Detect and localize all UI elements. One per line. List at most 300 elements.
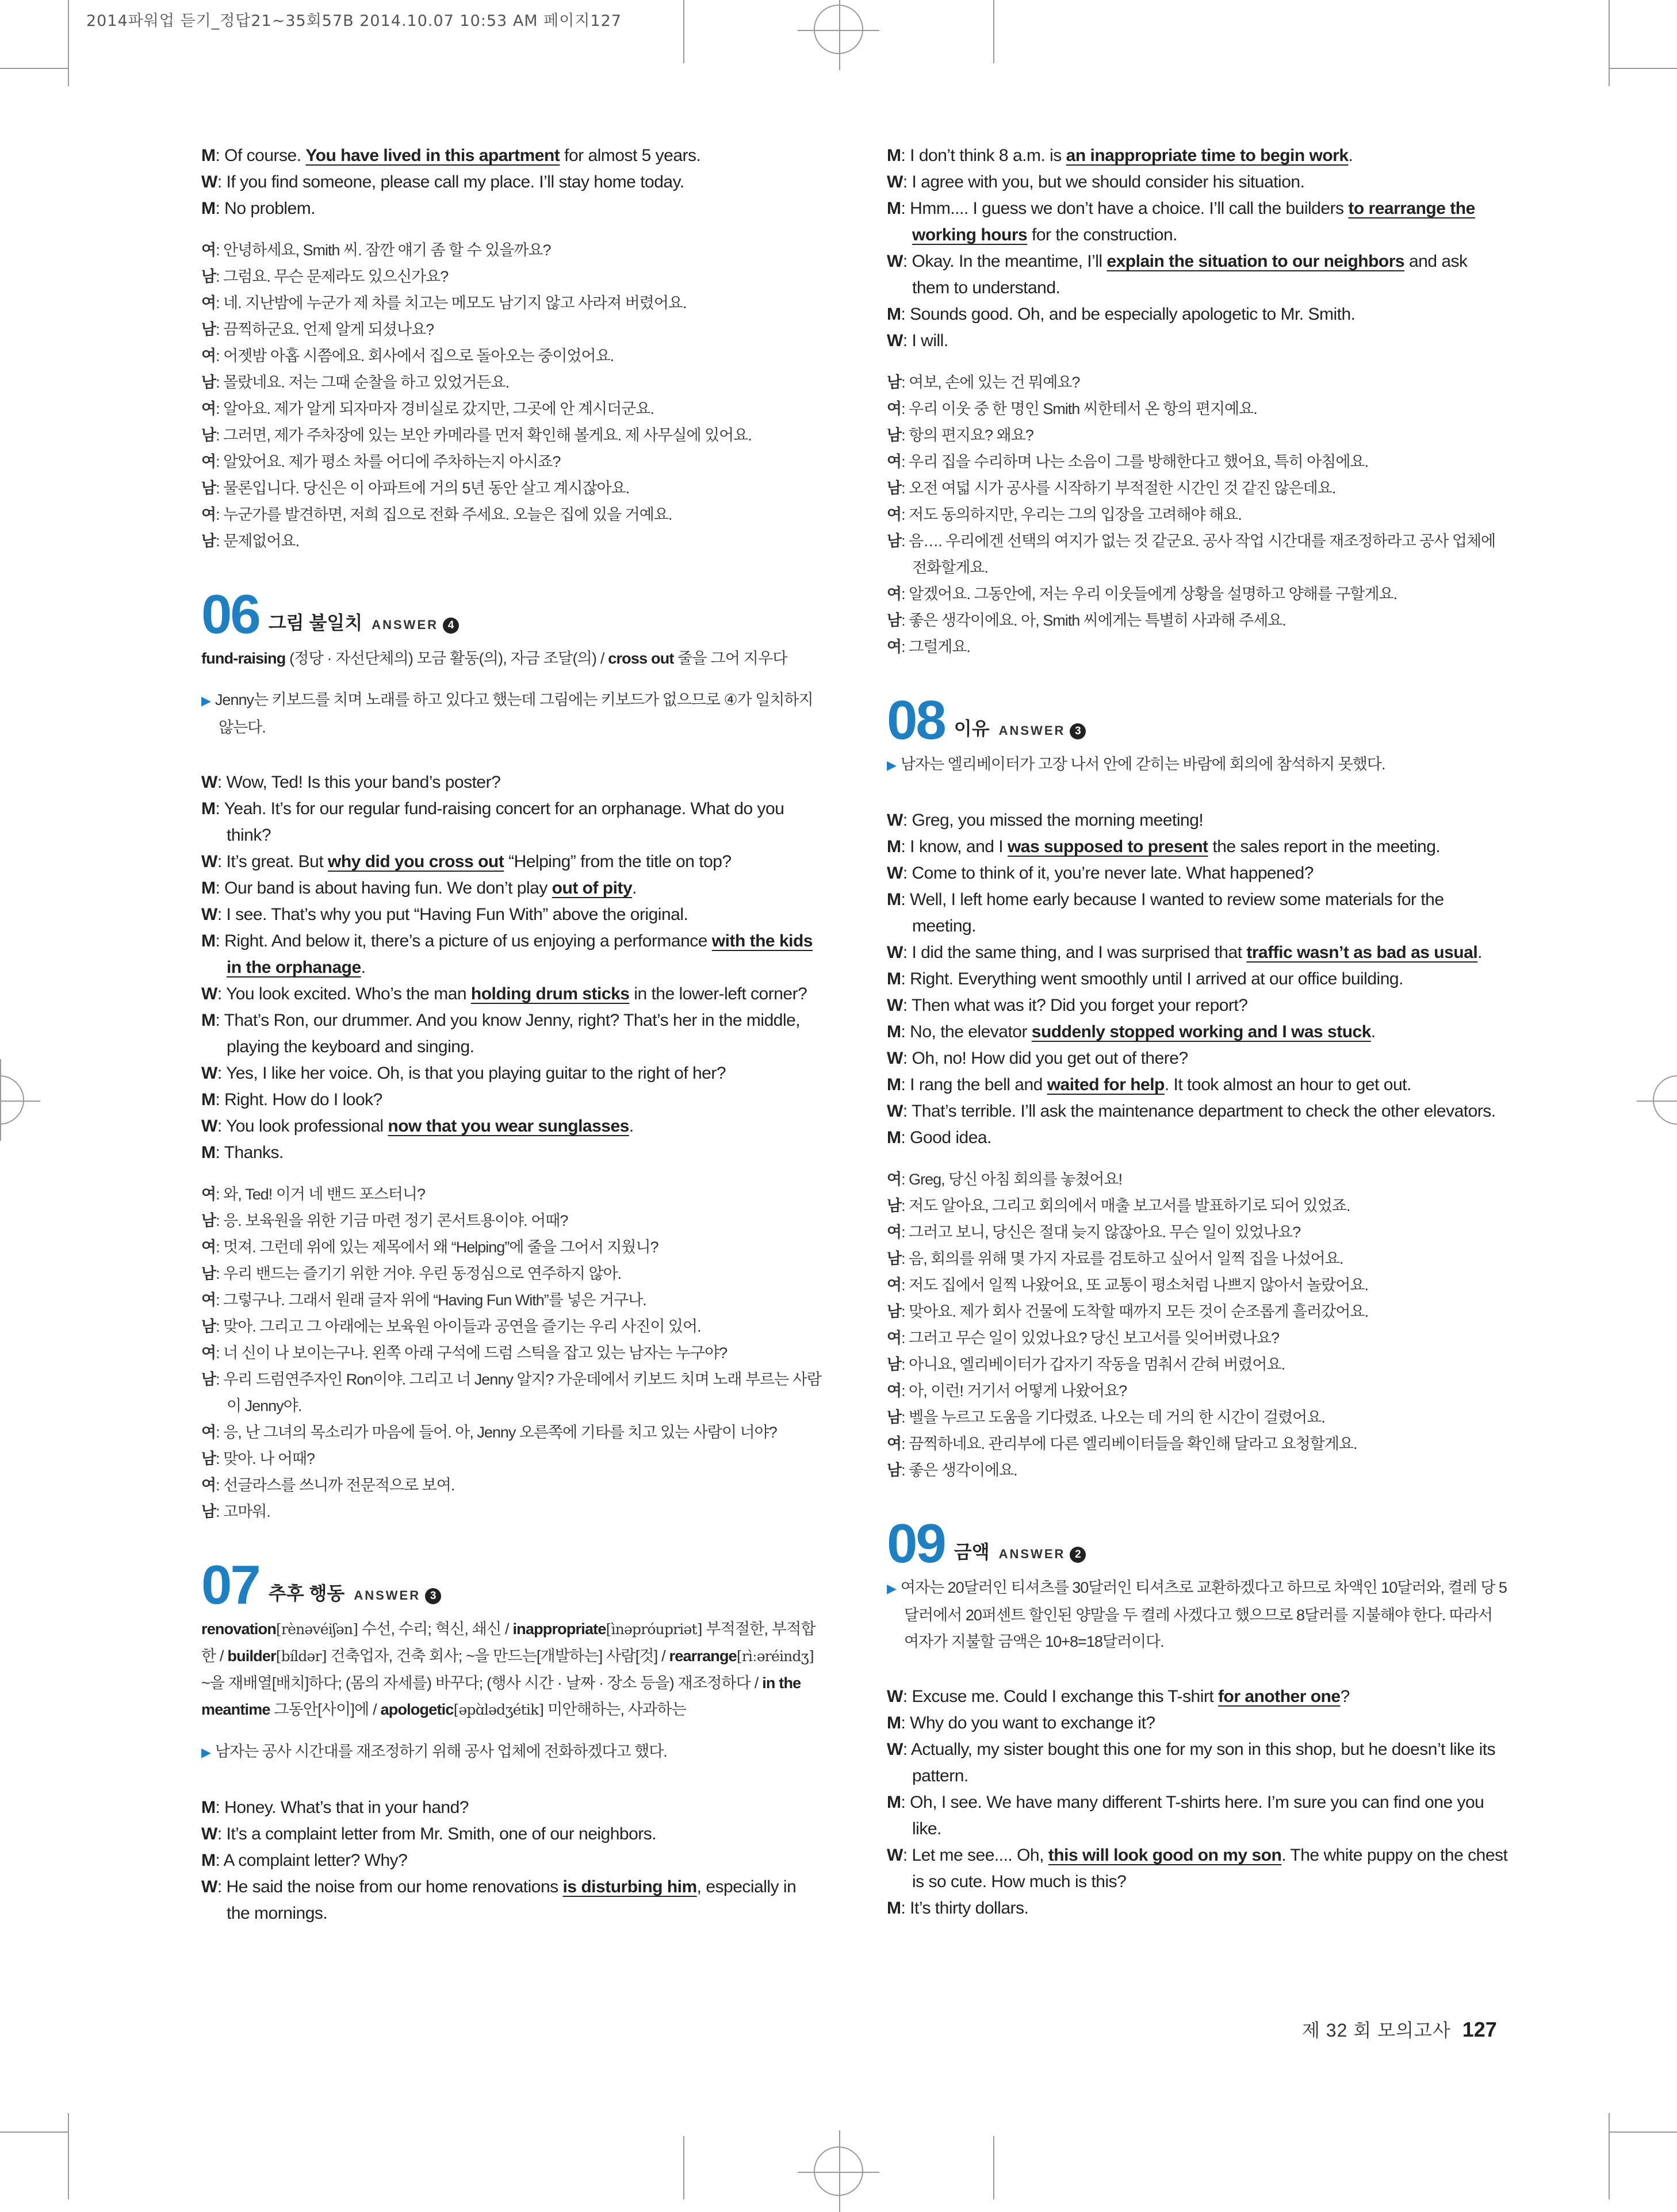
key-phrase: now that you wear sunglasses — [388, 1117, 629, 1136]
line-text: Right. And below it, there’s a picture of us enjoying a performance — [224, 931, 712, 950]
speaker-label: W — [201, 1824, 217, 1843]
speaker-label: M — [201, 799, 216, 818]
dialogue-line: M: Yeah. It’s for our regular fund-raising concert for an orphanage. What do you think? — [201, 799, 784, 845]
translation-text: 멋져. 그런데 위에 있는 제목에서 왜 “Helping”에 줄을 그어서 지웠니? — [223, 1239, 658, 1256]
key-phrase: traffic wasn’t as bad as usual — [1246, 943, 1478, 962]
translation-line: 여: 알았어요. 제가 평소 차를 어디에 주차하는지 아시죠? — [201, 453, 561, 470]
speaker-label: 여 — [201, 400, 216, 417]
vocab-definition: 미안해하는, 사과하는 — [543, 1701, 687, 1718]
crop-mark — [683, 2136, 684, 2199]
crop-mark — [0, 68, 68, 69]
speaker-label: 남 — [201, 1371, 216, 1388]
line-text: Yeah. It’s for our regular fund-raising concert for an orphanage. What do you think? — [224, 799, 784, 845]
dialogue-line: W: You look professional now that you wear sunglasses. — [201, 1117, 634, 1136]
speaker-label: 남 — [887, 374, 902, 391]
translation-text: 우리 밴드는 즐기기 위한 거야. 우린 동정심으로 연주하지 않아. — [223, 1265, 622, 1282]
line-text: the sales report in the meeting. — [1208, 837, 1441, 856]
translation-text: 물론입니다. 당신은 이 아파트에 거의 5년 동안 살고 계시잖아요. — [223, 480, 630, 497]
translation-line: 여: Greg, 당신 아침 회의를 놓쳤어요! — [887, 1171, 1123, 1188]
dialogue-line: M: That’s Ron, our drummer. And you know Jenny, right? That’s her in the middle, playing the keyboard and singing. — [201, 1011, 801, 1056]
right-column — [887, 143, 1508, 1922]
speaker-label: W — [201, 773, 217, 792]
translation-line: 남: 좋은 생각이에요. — [887, 1462, 1017, 1479]
speaker-label: 남 — [887, 1250, 902, 1267]
dialogue-line: W: It’s great. But why did you cross out “Helping” from the title on top? — [201, 852, 732, 871]
translation-line: 여: 저도 동의하지만, 우리는 그의 입장을 고려해야 해요. — [887, 506, 1242, 523]
speaker-label: 여 — [887, 453, 902, 470]
crop-mark — [993, 2136, 994, 2199]
translation-line: 남: 응. 보육원을 위한 기금 마련 정기 콘서트용이야. 어때? — [201, 1212, 568, 1229]
speaker-label: W — [887, 1740, 903, 1759]
speaker-label: 여 — [201, 1477, 216, 1494]
line-text: No problem. — [224, 199, 316, 218]
line-text: Come to think of it, you’re never late. What happened? — [912, 864, 1314, 883]
line-text: Then what was it? Did you forget your report? — [911, 996, 1248, 1015]
section-title: 금액 — [954, 1542, 990, 1562]
explanation-text: 여자는 20달러인 티셔츠를 30달러인 티셔츠로 교환하겠다고 하므로 차액인 10달러와, 켤레 당 5달러에서 20퍼센트 할인된 양말을 두 켤레 사겠다고 했으므로 8달러를 지불해야 한다. 따라서 여자가 지불할 금액은 10+8=18달러이다. — [900, 1579, 1507, 1650]
speaker-label: 여 — [201, 453, 216, 470]
dialogue-line: M: I don’t think 8 a.m. is an inappropriate time to begin work. — [887, 146, 1353, 165]
speaker-label: 여 — [887, 585, 902, 603]
speaker-label: M — [887, 890, 901, 909]
dialogue-line: W: Come to think of it, you’re never late. What happened? — [887, 864, 1314, 883]
key-phrase: explain the situation to our neighbors — [1106, 252, 1405, 271]
translation-text: 맞아. 그리고 그 아래에는 보육원 아이들과 공연을 즐기는 우리 사진이 있어. — [223, 1318, 701, 1335]
line-text: in the lower-left corner? — [629, 984, 807, 1003]
speaker-label: W — [887, 172, 903, 191]
translation-line: 남: 저도 알아요, 그리고 회의에서 매출 보고서를 발표하기로 되어 있었죠. — [887, 1197, 1350, 1214]
section-07-heading — [201, 1554, 822, 1616]
vocab-definition: ~을 재배열[배치]하다; (몸의 자세를) 바꾸다; (행사 시간 · 날짜 · 장소 등을) 재조정하다 / — [201, 1674, 763, 1692]
dialogue-line: W: I did the same thing, and I was surprised that traffic wasn’t as bad as usual. — [887, 943, 1482, 962]
speaker-label: W — [201, 984, 217, 1003]
translation-line: 여: 알아요. 제가 알게 되자마자 경비실로 갔지만, 그곳에 안 계시더군요. — [201, 400, 654, 417]
line-text: Excuse me. Could I exchange this T-shirt — [912, 1687, 1219, 1706]
dialogue-line: W: That’s terrible. I’ll ask the maintenance department to check the other elevators. — [887, 1102, 1496, 1121]
translation-text: 그럴게요. — [909, 638, 970, 655]
line-text: Honey. What’s that in your hand? — [224, 1798, 469, 1817]
translation-line: 여: 그러고 무슨 일이 있었나요? 당신 보고서를 잊어버렸나요? — [887, 1329, 1280, 1347]
answer-number-badge: 3 — [425, 1588, 441, 1604]
dialogue-line: M: A complaint letter? Why? — [201, 1851, 408, 1870]
speaker-label: M — [887, 837, 901, 856]
section-06 — [201, 583, 822, 1525]
speaker-label: 남 — [887, 1197, 902, 1214]
translation-line: 남: 끔찍하군요. 언제 알게 되셨나요? — [201, 321, 434, 338]
translation-line: 여: 저도 집에서 일찍 나왔어요, 또 교통이 평소처럼 나쁘지 않아서 놀랐어요. — [887, 1276, 1369, 1294]
speaker-label: M — [887, 1022, 901, 1041]
line-text: Good idea. — [910, 1128, 991, 1147]
speaker-label: W — [887, 252, 903, 271]
line-text: Oh, I see. We have many different T-shirts here. I’m sure you can find one you like. — [910, 1793, 1484, 1838]
crop-mark — [1609, 0, 1610, 86]
line-text: You look excited. Who’s the man — [225, 984, 471, 1003]
answer-label: ANSWER — [998, 1547, 1066, 1561]
line-text: . — [629, 1117, 634, 1136]
line-text: for almost 5 years. — [560, 146, 701, 165]
speaker-label: 여 — [887, 1224, 902, 1241]
translation-line: 여: 누군가를 발견하면, 저희 집으로 전화 주세요. 오늘은 집에 있을 거예요. — [201, 506, 672, 523]
vocab-pronunciation: [ìnəpróupriət] — [606, 1621, 702, 1638]
line-text: ? — [1340, 1687, 1350, 1706]
line-text: If you find someone, please call my place. I’ll stay home today. — [226, 172, 684, 191]
speaker-label: 여 — [887, 1329, 902, 1347]
explanation — [201, 687, 822, 741]
page-footer — [1302, 2016, 1497, 2042]
line-text: Thanks. — [224, 1143, 284, 1162]
section-number: 09 — [887, 1513, 945, 1574]
speaker-label: 여 — [887, 506, 902, 523]
dialogue-line: W: Yes, I like her voice. Oh, is that you playing guitar to the right of her? — [201, 1064, 726, 1083]
translation-text: 음, 회의를 위해 몇 가지 자료를 검토하고 싶어서 일찍 집을 나섰어요. — [909, 1250, 1343, 1267]
dialogue-line: M: Why do you want to exchange it? — [887, 1713, 1155, 1732]
explanation-text: Jenny는 키보드를 치며 노래를 하고 있다고 했는데 그림에는 키보드가 없으므로 ④가 일치하지 않는다. — [215, 691, 813, 736]
dialogue — [887, 807, 1508, 1151]
speaker-label: 남 — [887, 480, 902, 497]
vocab-pronunciation: [rìːəréindʒ] — [736, 1648, 814, 1665]
dialogue-line: W: Then what was it? Did you forget your report? — [887, 996, 1248, 1015]
section-07-dialogue-continued — [887, 143, 1508, 354]
vocab-definition: 줄을 그어 지우다 — [673, 650, 787, 667]
translation-text: 끔찍하네요. 관리부에 다른 엘리베이터들을 확인해 달라고 요청할게요. — [909, 1435, 1357, 1452]
crop-mark — [993, 0, 994, 63]
answer-label: ANSWER — [354, 1588, 421, 1603]
translation-line: 남: 고마워. — [201, 1503, 270, 1520]
crop-mark — [68, 0, 69, 86]
line-text: . — [632, 879, 637, 898]
speaker-label: M — [201, 1798, 216, 1817]
speaker-label: M — [201, 199, 216, 218]
translation-line: 여: 네. 지난밤에 누군가 제 차를 치고는 메모도 남기지 않고 사라져 버렸어요. — [201, 294, 687, 312]
speaker-label: 여 — [887, 1171, 902, 1188]
explanation-text: 남자는 공사 시간대를 재조정하기 위해 공사 업체에 전화하겠다고 했다. — [215, 1743, 667, 1760]
speaker-label: 여 — [201, 1291, 216, 1309]
speaker-label: M — [201, 1143, 216, 1162]
vocab-word: renovation — [201, 1620, 277, 1638]
line-text: Of course. — [224, 146, 306, 165]
speaker-label: W — [201, 172, 217, 191]
translation-text: 응, 난 그녀의 목소리가 마음에 들어. 아, Jenny 오른쪽에 기타를 치고 있는 사람이 너야? — [223, 1424, 777, 1441]
line-text: I agree with you, but we should consider his situation. — [912, 172, 1305, 191]
translation-text: 아, 이런! 거기서 어떻게 나왔어요? — [909, 1382, 1127, 1400]
speaker-label: M — [201, 146, 216, 165]
dialogue-line: W: Oh, no! How did you get out of there? — [887, 1049, 1188, 1068]
line-text: . The white puppy on the chest is so cute. How much is this? — [912, 1846, 1508, 1891]
arrow-icon: ▶ — [201, 693, 210, 708]
translation-text: 그러고 보니, 당신은 절대 늦지 않잖아요. 무슨 일이 있었나요? — [909, 1224, 1301, 1241]
dialogue-line: W: I see. That’s why you put “Having Fun With” above the original. — [201, 905, 688, 924]
speaker-label: W — [887, 996, 903, 1015]
vocab-definition: 부적절한, 부적합한 / — [201, 1620, 815, 1665]
vocab-definition: 그동안[사이]에 / — [270, 1701, 381, 1718]
speaker-label: 여 — [887, 400, 902, 417]
left-column — [201, 143, 822, 1927]
translation-text: 저도 알아요, 그리고 회의에서 매출 보고서를 발표하기로 되어 있었죠. — [909, 1197, 1350, 1214]
crop-mark — [1609, 2113, 1610, 2199]
translation-text: 몰랐네요. 저는 그때 순찰을 하고 있었거든요. — [223, 374, 510, 391]
translation-text: 그렇구나. 그래서 원래 글자 위에 “Having Fun With”를 넣은 거구나. — [223, 1291, 646, 1309]
line-text: . It took almost an hour to get out. — [1164, 1075, 1411, 1094]
translation-text: 어젯밤 아홉 시쯤에요. 회사에서 집으로 돌아오는 중이었어요. — [223, 347, 614, 365]
speaker-label: W — [887, 943, 903, 962]
translation-text: 그러고 무슨 일이 있었나요? 당신 보고서를 잊어버렸나요? — [909, 1329, 1280, 1347]
answer-label: ANSWER — [998, 723, 1066, 738]
vocab-pronunciation: [əpɑ̀lədʒétik] — [453, 1701, 544, 1718]
dialogue-line: M: Of course. You have lived in this apartment for almost 5 years. — [201, 146, 701, 165]
korean-translation — [201, 1181, 822, 1525]
explanation — [201, 1738, 822, 1766]
dialogue-line: W: He said the noise from our home renovations is disturbing him, especially in the mornings. — [201, 1877, 797, 1923]
speaker-label: W — [887, 1846, 903, 1865]
translation-text: 선글라스를 쓰니까 전문적으로 보여. — [223, 1477, 455, 1494]
line-text: I see. That’s why you put “Having Fun With” above the original. — [226, 905, 688, 924]
dialogue-line: W: Actually, my sister bought this one for my son in this shop, but he doesn’t like its pattern. — [887, 1740, 1496, 1785]
vocab-word: builder — [227, 1647, 276, 1665]
dialogue-line: W: Greg, you missed the morning meeting! — [887, 811, 1204, 830]
vocab-word: apologetic — [380, 1701, 454, 1718]
translation-line: 남: 우리 밴드는 즐기기 위한 거야. 우린 동정심으로 연주하지 않아. — [201, 1265, 622, 1282]
translation-text: 저도 동의하지만, 우리는 그의 입장을 고려해야 해요. — [909, 506, 1242, 523]
speaker-label: 남 — [201, 1318, 216, 1335]
line-text: I rang the bell and — [910, 1075, 1047, 1094]
section-title: 그림 불일치 — [268, 612, 363, 633]
line-text: “Helping” from the title on top? — [504, 852, 732, 871]
speaker-label: 남 — [201, 1212, 216, 1229]
line-text: Right. Everything went smoothly until I arrived at our office building. — [910, 969, 1403, 988]
speaker-label: 여 — [887, 638, 902, 655]
translation-text: 좋은 생각이에요. 아, Smith 씨에게는 특별히 사과해 주세요. — [909, 612, 1286, 629]
dialogue-line: W: It’s a complaint letter from Mr. Smith, one of our neighbors. — [201, 1824, 657, 1843]
registration-mark-icon — [1653, 1075, 1677, 1125]
dialogue-line: M: Honey. What’s that in your hand? — [201, 1798, 469, 1817]
speaker-label: W — [887, 1687, 903, 1706]
dialogue — [201, 769, 822, 1166]
line-text: That’s Ron, our drummer. And you know Jenny, right? That’s her in the middle, playing the keyboard and singing. — [224, 1011, 801, 1056]
speaker-label: M — [887, 199, 901, 218]
translation-line: 여: 선글라스를 쓰니까 전문적으로 보여. — [201, 1477, 455, 1494]
translation-text: 맞아. 나 어때? — [223, 1450, 315, 1467]
key-phrase: to rearrange the working hours — [912, 199, 1475, 244]
speaker-label: W — [201, 1877, 217, 1896]
line-text: Our band is about having fun. We don’t play — [224, 879, 552, 898]
translation-line: 여: 그러고 보니, 당신은 절대 늦지 않잖아요. 무슨 일이 있었나요? — [887, 1224, 1301, 1241]
explanation — [887, 1574, 1508, 1655]
translation-line: 남: 음, 회의를 위해 몇 가지 자료를 검토하고 싶어서 일찍 집을 나섰어요. — [887, 1250, 1343, 1267]
line-text: I know, and I — [910, 837, 1008, 856]
speaker-label: W — [887, 1049, 903, 1068]
vocab-definition: (정당 · 자선단체의) 모금 활동(의), 자금 조달(의) / — [285, 650, 608, 667]
speaker-label: 남 — [201, 268, 216, 285]
speaker-label: W — [201, 852, 217, 871]
speaker-label: 남 — [201, 480, 216, 497]
line-text: . — [1477, 943, 1482, 962]
dialogue-line: M: Oh, I see. We have many different T-shirts here. I’m sure you can find one you like. — [887, 1793, 1484, 1838]
line-text: Yes, I like her voice. Oh, is that you playing guitar to the right of her? — [225, 1064, 726, 1083]
speaker-label: 여 — [201, 1239, 216, 1256]
translation-line: 남: 몰랐네요. 저는 그때 순찰을 하고 있었거든요. — [201, 374, 510, 391]
section-07 — [201, 1554, 822, 1927]
translation-line: 남: 그러면, 제가 주차장에 있는 보안 카메라를 먼저 확인해 볼게요. 제 사무실에 있어요. — [201, 427, 752, 444]
translation-line: 남: 벨을 누르고 도움을 기다렸죠. 나오는 데 거의 한 시간이 걸렸어요. — [887, 1409, 1325, 1426]
speaker-label: 남 — [201, 374, 216, 391]
section-title: 이유 — [954, 718, 990, 739]
dialogue-line: W: Okay. In the meantime, I’ll explain the situation to our neighbors and ask them to understand. — [887, 252, 1468, 297]
vocabulary — [201, 1616, 822, 1723]
dialogue-line: M: I know, and I was supposed to present the sales report in the meeting. — [887, 837, 1441, 856]
speaker-label: 남 — [887, 1303, 902, 1320]
speaker-label: M — [887, 1793, 901, 1812]
dialogue-line: M: Sounds good. Oh, and be especially apologetic to Mr. Smith. — [887, 305, 1356, 324]
line-text: Well, I left home early because I wanted to review some materials for the meeting. — [910, 890, 1444, 936]
translation-line: 여: 아, 이런! 거기서 어떻게 나왔어요? — [887, 1382, 1127, 1400]
key-phrase: this will look good on my son — [1048, 1846, 1282, 1865]
speaker-label: 남 — [201, 321, 216, 338]
line-text: Let me see.... Oh, — [912, 1846, 1048, 1865]
speaker-label: 남 — [887, 612, 902, 629]
line-text: He said the noise from our home renovations — [226, 1877, 563, 1896]
dialogue-line: W: I will. — [887, 331, 948, 350]
answer-number-badge: 3 — [1070, 723, 1086, 739]
dialogue-line: M: Right. How do I look? — [201, 1090, 382, 1109]
line-text: No, the elevator — [910, 1022, 1032, 1041]
registration-mark-icon — [0, 1075, 24, 1125]
translation-line: 여: 우리 집을 수리하며 나는 소음이 그를 방해한다고 했어요, 특히 아침에요. — [887, 453, 1369, 470]
translation-text: 저도 집에서 일찍 나왔어요, 또 교통이 평소처럼 나쁘지 않아서 놀랐어요. — [909, 1276, 1369, 1294]
translation-line: 남: 아니요, 엘리베이터가 갑자기 작동을 멈춰서 갇혀 버렸어요. — [887, 1356, 1285, 1373]
dialogue-line: M: Hmm.... I guess we don’t have a choice. I’ll call the builders to rearrange the working hours for the construction. — [887, 199, 1475, 244]
dialogue — [887, 1684, 1508, 1922]
translation-text: 고마워. — [223, 1503, 270, 1520]
vocab-definition: 건축업자, 건축 회사; ~을 만드는[개발하는] 사람[것] / — [326, 1647, 669, 1665]
section-08 — [887, 689, 1508, 1483]
key-phrase: out of pity — [552, 879, 633, 898]
registration-mark-icon — [814, 5, 863, 54]
section-number: 08 — [887, 689, 945, 751]
translation-line: 여: 그렇구나. 그래서 원래 글자 위에 “Having Fun With”를 넣은 거구나. — [201, 1291, 646, 1309]
speaker-label: 남 — [887, 1356, 902, 1373]
speaker-label: 여 — [201, 294, 216, 312]
section-07-korean-translation — [887, 369, 1508, 660]
line-text: . — [1370, 1022, 1376, 1041]
speaker-label: M — [887, 305, 901, 324]
answer-number-badge: 2 — [1070, 1547, 1086, 1563]
translation-line: 남: 물론입니다. 당신은 이 아파트에 거의 5년 동안 살고 계시잖아요. — [201, 480, 630, 497]
speaker-label: 남 — [201, 427, 216, 444]
footer-label: 제 32 회 모의고사 — [1302, 2020, 1451, 2041]
line-text: Actually, my sister bought this one for my son in this shop, but he doesn’t like its pattern. — [910, 1740, 1496, 1785]
line-text: Wow, Ted! Is this your band’s poster? — [226, 773, 501, 792]
line-text: You look professional — [225, 1117, 388, 1136]
arrow-icon: ▶ — [887, 1581, 896, 1596]
key-phrase: waited for help — [1047, 1075, 1165, 1094]
vocab-word: cross out — [608, 650, 674, 667]
line-text: for the construction. — [1027, 225, 1177, 244]
crop-mark — [1610, 68, 1677, 69]
translation-text: 끔찍하군요. 언제 알게 되셨나요? — [223, 321, 434, 338]
answer-number-badge: 4 — [443, 618, 459, 634]
section-09-heading — [887, 1512, 1508, 1574]
speaker-label: M — [201, 931, 216, 950]
line-text: That’s terrible. I’ll ask the maintenance department to check the other elevators. — [911, 1102, 1496, 1121]
section-08-heading — [887, 689, 1508, 751]
dialogue-line: M: No, the elevator suddenly stopped working and I was stuck. — [887, 1022, 1376, 1041]
translation-text: 벨을 누르고 도움을 기다렸죠. 나오는 데 거의 한 시간이 걸렸어요. — [909, 1409, 1325, 1426]
line-text: . — [1348, 146, 1353, 165]
line-text: I did the same thing, and I was surprised that — [912, 943, 1247, 962]
crop-mark — [1610, 2132, 1677, 2133]
speaker-label: W — [201, 905, 217, 924]
translation-line: 남: 그럼요. 무슨 문제라도 있으신가요? — [201, 268, 449, 285]
translation-line: 남: 음…. 우리에겐 선택의 여지가 없는 것 같군요. 공사 작업 시간대를 재조정하라고 공사 업체에 전화할게요. — [887, 532, 1496, 576]
line-text: Sounds good. Oh, and be especially apologetic to Mr. Smith. — [910, 305, 1356, 324]
speaker-label: 남 — [201, 532, 216, 550]
translation-text: 우리 이웃 중 한 명인 Smith 씨한테서 온 항의 편지예요. — [909, 400, 1257, 417]
vocab-word: rearrange — [669, 1647, 737, 1665]
intro-dialogue — [201, 143, 822, 222]
speaker-label: M — [887, 1899, 901, 1918]
translation-text: 안녕하세요, Smith 씨. 잠깐 얘기 좀 할 수 있을까요? — [223, 241, 551, 259]
vocabulary — [201, 645, 822, 672]
section-06-heading — [201, 583, 822, 645]
line-text: Okay. In the meantime, I’ll — [912, 252, 1107, 271]
vocab-definition: 수선, 수리; 혁신, 쇄신 / — [358, 1620, 513, 1638]
speaker-label: 남 — [201, 1450, 216, 1467]
speaker-label: M — [201, 1011, 216, 1030]
speaker-label: 남 — [201, 1265, 216, 1282]
translation-line: 여: 그럴게요. — [887, 638, 970, 655]
line-text: It’s thirty dollars. — [910, 1899, 1029, 1918]
line-text: I will. — [912, 331, 948, 350]
translation-text: 음…. 우리에겐 선택의 여지가 없는 것 같군요. 공사 작업 시간대를 재조정하라고 공사 업체에 전화할게요. — [909, 532, 1496, 576]
dialogue — [201, 1795, 822, 1927]
translation-text: Greg, 당신 아침 회의를 놓쳤어요! — [909, 1171, 1123, 1188]
dialogue-line: W: Wow, Ted! Is this your band’s poster? — [201, 773, 501, 792]
translation-text: 좋은 생각이에요. — [909, 1462, 1017, 1479]
dialogue-line: M: Good idea. — [887, 1128, 991, 1147]
speaker-label: M — [887, 1713, 901, 1732]
translation-text: 알았어요. 제가 평소 차를 어디에 주차하는지 아시죠? — [223, 453, 561, 470]
translation-line: 남: 여보, 손에 있는 건 뭐예요? — [887, 374, 1080, 391]
translation-line: 여: 너 신이 나 보이는구나. 왼쪽 아래 구석에 드럼 스틱을 잡고 있는 남자는 누구야? — [201, 1344, 728, 1362]
dialogue-line: M: Thanks. — [201, 1143, 284, 1162]
crop-mark — [683, 0, 684, 63]
translation-line: 남: 맞아. 나 어때? — [201, 1450, 315, 1467]
translation-text: 와, Ted! 이거 네 밴드 포스터니? — [223, 1186, 425, 1203]
arrow-icon: ▶ — [201, 1745, 210, 1759]
line-text: . — [361, 958, 366, 977]
dialogue-line: M: It’s thirty dollars. — [887, 1899, 1029, 1918]
explanation — [887, 751, 1508, 779]
speaker-label: M — [201, 1851, 216, 1870]
speaker-label: 여 — [887, 1276, 902, 1294]
translation-line: 여: 알겠어요. 그동안에, 저는 우리 이웃들에게 상황을 설명하고 양해를 구할게요. — [887, 585, 1398, 603]
section-number: 06 — [201, 584, 259, 645]
translation-text: 아니요, 엘리베이터가 갑자기 작동을 멈춰서 갇혀 버렸어요. — [909, 1356, 1285, 1373]
crop-mark — [0, 2132, 68, 2133]
speaker-label: W — [887, 811, 903, 830]
speaker-label: 남 — [887, 1462, 902, 1479]
line-text: , especially in the mornings. — [227, 1877, 797, 1923]
line-text: Why do you want to exchange it? — [910, 1713, 1155, 1732]
speaker-label: W — [887, 1102, 903, 1121]
line-text: It’s a complaint letter from Mr. Smith, one of our neighbors. — [226, 1824, 657, 1843]
line-text: and ask them to understand. — [912, 252, 1468, 297]
section-09 — [887, 1512, 1508, 1922]
vocab-pronunciation: [bíldər] — [275, 1648, 327, 1665]
speaker-label: M — [201, 879, 216, 898]
translation-line: 여: 어젯밤 아홉 시쯤에요. 회사에서 집으로 돌아오는 중이었어요. — [201, 347, 614, 365]
key-phrase: is disturbing him — [562, 1877, 697, 1896]
